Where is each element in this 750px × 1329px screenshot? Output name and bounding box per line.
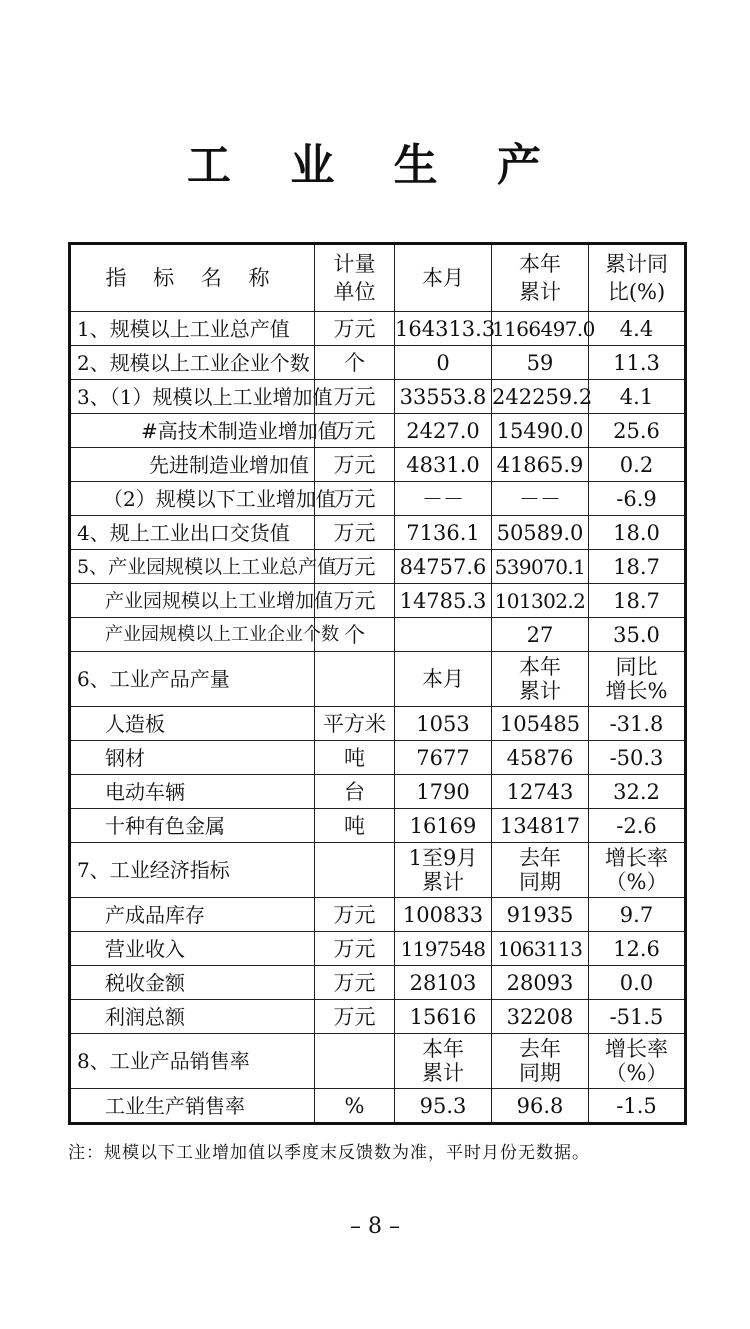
row-c: 9.7 xyxy=(589,898,686,932)
section-7-name: 7、工业经济指标 xyxy=(70,843,315,898)
table-row xyxy=(70,898,686,932)
row-yoy: 18.7 xyxy=(589,550,686,584)
section-8-col-b-text: 去年 同期 xyxy=(519,1037,561,1085)
row-month: 164313.3 xyxy=(395,312,492,346)
row-month: 84757.6 xyxy=(395,550,492,584)
row-unit: 万元 xyxy=(315,448,395,482)
row-name: #高技术制造业增加值 xyxy=(70,414,315,448)
table-row xyxy=(70,516,686,550)
table-row xyxy=(70,550,686,584)
section-6-header-row xyxy=(70,652,686,707)
section-8-name: 8、工业产品销售率 xyxy=(70,1034,315,1089)
row-yoy: -50.3 xyxy=(589,741,686,775)
row-a: 95.3 xyxy=(395,1089,492,1124)
row-name: 3、（1）规模以上工业增加值 xyxy=(70,380,315,414)
row-name: 钢材 xyxy=(70,741,315,775)
row-month: 2427.0 xyxy=(395,414,492,448)
section-7-col-a-text: 1至9月 累计 xyxy=(408,846,478,894)
row-a: 1197548 xyxy=(395,932,492,966)
row-name: 人造板 xyxy=(70,707,315,741)
header-ytd-text: 本年 累计 xyxy=(519,252,561,304)
table-row xyxy=(70,1089,686,1124)
row-name: 电动车辆 xyxy=(70,775,315,809)
footnote: 注：规模以下工业增加值以季度末反馈数为准，平时月份无数据。 xyxy=(68,1143,590,1163)
row-yoy: 25.6 xyxy=(589,414,686,448)
header-month: 本月 xyxy=(395,244,492,312)
section-6-col-ytd-text: 本年 累计 xyxy=(519,655,561,703)
row-name: 产业园规模以上工业企业个数 xyxy=(70,618,315,652)
row-month: 14785.3 xyxy=(395,584,492,618)
row-name: 先进制造业增加值 xyxy=(70,448,315,482)
row-month xyxy=(395,618,492,652)
row-ytd: 12743 xyxy=(492,775,589,809)
section-8-col-b xyxy=(492,1034,589,1089)
table-row xyxy=(70,414,686,448)
row-yoy: 4.1 xyxy=(589,380,686,414)
row-c: 12.6 xyxy=(589,932,686,966)
header-yoy-text: 累计同 比(%) xyxy=(605,252,668,304)
row-unit: 万元 xyxy=(315,584,395,618)
table-header-row xyxy=(70,244,686,312)
row-c: -1.5 xyxy=(589,1089,686,1124)
table-row xyxy=(70,618,686,652)
row-unit: 万元 xyxy=(315,1000,395,1034)
row-yoy: 18.7 xyxy=(589,584,686,618)
row-month: 33553.8 xyxy=(395,380,492,414)
row-month: 0 xyxy=(395,346,492,380)
section-7-header-row xyxy=(70,843,686,898)
section-8-col-a-text: 本年 累计 xyxy=(422,1037,464,1085)
row-a: 28103 xyxy=(395,966,492,1000)
row-ytd: 41865.9 xyxy=(492,448,589,482)
row-name: 工业生产销售率 xyxy=(70,1089,315,1124)
table-row xyxy=(70,741,686,775)
section-6-unit-empty xyxy=(315,652,395,707)
row-yoy: -31.8 xyxy=(589,707,686,741)
row-name: 产业园规模以上工业增加值 xyxy=(70,584,315,618)
row-ytd: 45876 xyxy=(492,741,589,775)
table-row xyxy=(70,1000,686,1034)
row-yoy: 4.4 xyxy=(589,312,686,346)
page-number: – 8 – xyxy=(350,1214,400,1239)
row-yoy: -2.6 xyxy=(589,809,686,843)
row-name: 4、规上工业出口交货值 xyxy=(70,516,315,550)
row-unit: 万元 xyxy=(315,898,395,932)
row-yoy: 0.2 xyxy=(589,448,686,482)
row-unit: 万元 xyxy=(315,312,395,346)
header-unit-text: 计量 单位 xyxy=(333,252,376,304)
header-ytd xyxy=(492,244,589,312)
row-ytd: 27 xyxy=(492,618,589,652)
row-name: 税收金额 xyxy=(70,966,315,1000)
row-unit: 吨 xyxy=(315,741,395,775)
section-8-col-c-text: 增长率 （%） xyxy=(605,1037,668,1085)
industrial-production-table xyxy=(68,242,687,1125)
table-row xyxy=(70,380,686,414)
row-yoy: -6.9 xyxy=(589,482,686,516)
section-7-col-c-text: 增长率 （%） xyxy=(605,846,668,894)
page-title: 工 业 生 产 xyxy=(187,140,563,191)
row-unit: 万元 xyxy=(315,516,395,550)
row-ytd: 539070.1 xyxy=(492,550,589,584)
row-c: 0.0 xyxy=(589,966,686,1000)
section-6-col-yoy xyxy=(589,652,686,707)
row-yoy: 18.0 xyxy=(589,516,686,550)
header-yoy xyxy=(589,244,686,312)
row-ytd: 1166497.0 xyxy=(492,312,589,346)
table-row xyxy=(70,584,686,618)
row-name: 1、规模以上工业总产值 xyxy=(70,312,315,346)
row-yoy: 35.0 xyxy=(589,618,686,652)
row-unit: 万元 xyxy=(315,966,395,1000)
row-unit: % xyxy=(315,1089,395,1124)
row-name: 2、规模以上工业企业个数 xyxy=(70,346,315,380)
section-6-col-month: 本月 xyxy=(395,652,492,707)
table-row xyxy=(70,448,686,482)
header-name: 指 标 名 称 xyxy=(70,244,315,312)
row-ytd: 59 xyxy=(492,346,589,380)
row-ytd: －－ xyxy=(492,482,589,516)
row-yoy: 32.2 xyxy=(589,775,686,809)
row-b: 96.8 xyxy=(492,1089,589,1124)
row-month: －－ xyxy=(395,482,492,516)
table-row xyxy=(70,809,686,843)
section-7-col-c xyxy=(589,843,686,898)
table-row xyxy=(70,312,686,346)
table-row xyxy=(70,775,686,809)
row-ytd: 50589.0 xyxy=(492,516,589,550)
section-8-col-c xyxy=(589,1034,686,1089)
row-unit: 个 xyxy=(315,346,395,380)
section-7-unit-empty xyxy=(315,843,395,898)
row-month: 7677 xyxy=(395,741,492,775)
row-unit: 万元 xyxy=(315,932,395,966)
section-7-col-b xyxy=(492,843,589,898)
row-unit: 万元 xyxy=(315,380,395,414)
row-ytd: 105485 xyxy=(492,707,589,741)
row-a: 15616 xyxy=(395,1000,492,1034)
row-b: 1063113 xyxy=(492,932,589,966)
row-name: （2）规模以下工业增加值 xyxy=(70,482,315,516)
row-c: -51.5 xyxy=(589,1000,686,1034)
row-name: 产成品库存 xyxy=(70,898,315,932)
row-b: 28093 xyxy=(492,966,589,1000)
section-7-col-a xyxy=(395,843,492,898)
row-unit: 个 xyxy=(315,618,395,652)
row-month: 1790 xyxy=(395,775,492,809)
row-unit: 平方米 xyxy=(315,707,395,741)
row-b: 91935 xyxy=(492,898,589,932)
row-unit: 万元 xyxy=(315,414,395,448)
row-ytd: 101302.2 xyxy=(492,584,589,618)
row-ytd: 15490.0 xyxy=(492,414,589,448)
table-row xyxy=(70,932,686,966)
section-8-header-row xyxy=(70,1034,686,1089)
row-name: 十种有色金属 xyxy=(70,809,315,843)
row-ytd: 242259.2 xyxy=(492,380,589,414)
row-name: 营业收入 xyxy=(70,932,315,966)
row-unit: 万元 xyxy=(315,482,395,516)
section-6-col-yoy-text: 同比 增长% xyxy=(605,655,668,703)
section-8-col-a xyxy=(395,1034,492,1089)
row-unit: 台 xyxy=(315,775,395,809)
table-row xyxy=(70,482,686,516)
row-ytd: 134817 xyxy=(492,809,589,843)
section-6-name: 6、工业产品产量 xyxy=(70,652,315,707)
row-b: 32208 xyxy=(492,1000,589,1034)
table-row xyxy=(70,346,686,380)
section-6-col-ytd xyxy=(492,652,589,707)
row-month: 1053 xyxy=(395,707,492,741)
section-7-col-b-text: 去年 同期 xyxy=(519,846,561,894)
header-unit xyxy=(315,244,395,312)
section-8-unit-empty xyxy=(315,1034,395,1089)
row-month: 16169 xyxy=(395,809,492,843)
row-unit: 万元 xyxy=(315,550,395,584)
row-month: 7136.1 xyxy=(395,516,492,550)
row-name: 5、产业园规模以上工业总产值 xyxy=(70,550,315,584)
table-row xyxy=(70,707,686,741)
table-row xyxy=(70,966,686,1000)
row-a: 100833 xyxy=(395,898,492,932)
row-yoy: 11.3 xyxy=(589,346,686,380)
row-unit: 吨 xyxy=(315,809,395,843)
row-month: 4831.0 xyxy=(395,448,492,482)
row-name: 利润总额 xyxy=(70,1000,315,1034)
